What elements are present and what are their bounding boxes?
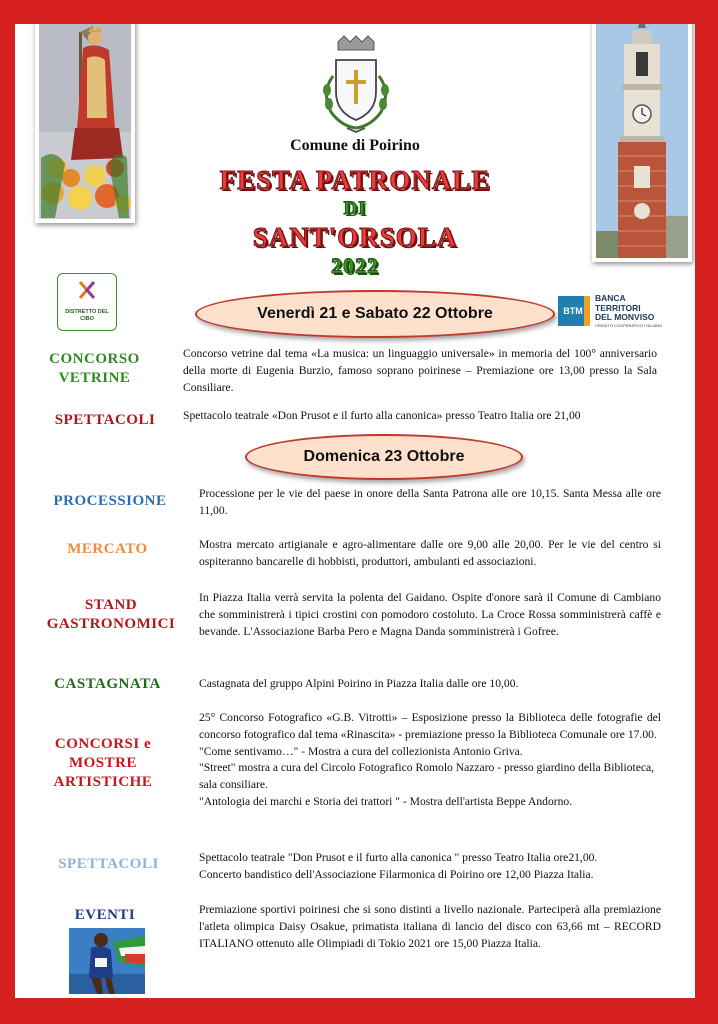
bank-name	[595, 294, 685, 329]
desc-spettacoli-teatro: Spettacolo teatrale "Don Prusot e il furto alla canonica " presso Teatro Italia ore21,00.	[199, 851, 598, 864]
desc-stand-gastronomici: In Piazza Italia verrà servita la polenta del Gaidano. Ospite d'onore sarà il Comune di Cambiano che somministrerà i tipici crostini con pomodoro costoluto. La Croce Rossa somministrerà caffè e bevande. L'Associazione Barba Pero e Magna Danda somministrerà i Gofree.	[199, 591, 661, 638]
festival-title: FESTA PATRONALE	[219, 165, 491, 195]
desc-concorsi-mostre	[199, 710, 661, 811]
day1-date: Venerdì 21 e Sabato 22 Ottobre	[257, 305, 493, 322]
poster-page	[15, 24, 695, 998]
day2-date: Domenica 23 Ottobre	[303, 448, 465, 465]
label-concorso-vetrine: CONCORSO VETRINE	[49, 351, 140, 386]
bank-mark-accent	[584, 296, 590, 326]
athlete-photo	[69, 928, 145, 994]
bank-subtitle: CREDITO COOPERATIVO ITALIANO	[595, 322, 663, 328]
distretto-cibo-icon	[58, 274, 116, 304]
day1-date-banner	[195, 290, 555, 338]
bell-tower-image	[592, 24, 692, 262]
bank-name-line3: DEL MONVISO	[595, 312, 655, 322]
label-processione: PROCESSIONE	[53, 493, 167, 509]
desc-spettacoli-concerto: Concerto bandistico dell'Associazione Filarmonica di Poirino ore 12,00 Piazza Italia.	[199, 867, 594, 881]
desc-concorsi-street: "Street" mostra a cura del Circolo Fotografico Romolo Nazzaro - presso giardino della Biblioteca, sala consiliare.	[199, 761, 655, 792]
desc-spettacoli-day2	[199, 850, 661, 884]
saint-name-title: SANT'ORSOLA	[252, 222, 458, 252]
desc-spettacoli-day1: Spettacolo teatrale «Don Prusot e il furto alla canonica» presso Teatro Italia ore 21,00	[183, 409, 581, 422]
desc-concorso-vetrine: Concorso vetrine dal tema «La musica: un linguaggio universale» in memoria del 100° anniversario della morte di Eugenia Burzio, famoso soprano poirinese – Premiazione ore 13,00 presso la Sala Consiliare.	[183, 347, 657, 394]
label-spettacoli-day2: SPETTACOLI	[58, 856, 159, 872]
saint-statue-image	[35, 24, 135, 223]
bank-name-line2: TERRITORI	[595, 302, 641, 313]
desc-concorsi-fotografico: 25° Concorso Fotografico «G.B. Vitrotti» – Esposizione presso la Biblioteca delle fotografie del concorso fotografico dal tema «Rinascita» - premiazione presso la Biblioteca Comunale ore 17.00.	[199, 711, 661, 741]
bell-tower-photo	[592, 24, 692, 262]
bank-name-line1: BANCA	[595, 293, 626, 303]
coat-of-arms-emblem	[311, 34, 401, 139]
label-castagnata: CASTAGNATA	[54, 676, 161, 692]
bank-mark-text: BTM	[563, 306, 583, 316]
saint-statue-photo	[35, 24, 135, 223]
label-spettacoli-day1: SPETTACOLI	[54, 412, 156, 428]
label-eventi: EVENTI	[74, 907, 136, 923]
desc-concorsi-come-sentivamo: "Come sentivamo…" - Mostra a cura del collezionista Antonio Griva.	[199, 744, 523, 758]
desc-eventi: Premiazione sportivi poirinesi che si sono distinti a livello nazionale. Parteciperà alla premiazione l'atleta olimpica Daisy Osakue, primatista italiana di lancio del disco con 63,66 mt – RECORD ITALIANO ottenuto alle Olimpiadi di Tokio 2021 ore 15,00 Piazza Italia.	[199, 903, 661, 950]
festival-year: 2022	[331, 253, 379, 278]
label-concorsi-mostre: CONCORSI e MOSTRE ARTISTICHE	[53, 736, 153, 790]
distretto-cibo-logo	[57, 273, 117, 331]
municipality-name: Comune di Poirino	[290, 137, 420, 154]
desc-processione: Processione per le vie del paese in onore della Santa Patrona alle ore 10,15. Santa Messa alle ore 11,00.	[199, 487, 661, 517]
desc-castagnata: Castagnata del gruppo Alpini Poirino in Piazza Italia dalle ore 10,00.	[199, 677, 519, 690]
label-mercato: MERCATO	[67, 541, 148, 557]
distretto-cibo-text: DISTRETTO DEL CIBO	[65, 309, 109, 322]
label-stand-gastronomici: STAND GASTRONOMICI	[46, 597, 176, 632]
desc-concorsi-antologia: "Antologia dei marchi e Storia dei trattori " - Mostra dell'artista Beppe Andorno.	[199, 794, 573, 808]
desc-mercato: Mostra mercato artigianale e agro-alimentare dalle ore 9,00 alle 20,00. Per le vie del centro si ospiteranno bancarelle di hobbisti, produttori, ambulanti ed associazioni.	[199, 538, 661, 568]
festival-title-di: DI	[343, 198, 367, 219]
bank-logo	[558, 294, 688, 330]
day2-date-banner	[245, 434, 523, 480]
